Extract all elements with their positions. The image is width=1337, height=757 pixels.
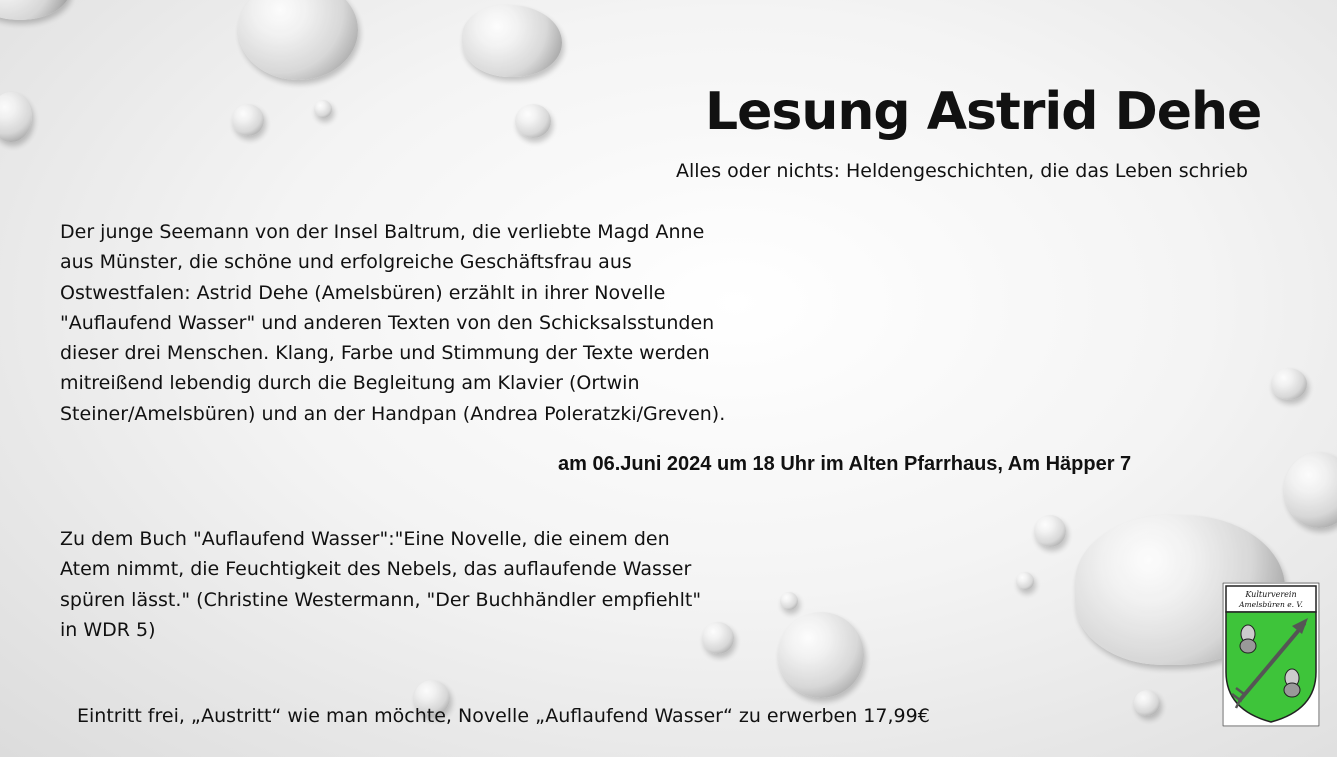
drop bbox=[232, 104, 264, 136]
coat-of-arms-icon bbox=[1222, 582, 1320, 727]
drop bbox=[0, 0, 70, 20]
drop bbox=[0, 92, 32, 142]
drop bbox=[1284, 452, 1337, 528]
drop bbox=[778, 612, 864, 698]
event-title: Lesung Astrid Dehe bbox=[705, 82, 1262, 142]
drop bbox=[780, 592, 798, 610]
drop bbox=[1271, 368, 1307, 400]
description-paragraph: Der junge Seemann von der Insel Baltrum, die verliebte Magd Anne aus Münster, die schöne und erfolgreiche Geschäftsfrau aus Ostwestfalen: Astrid Dehe (Amelsbüren) erzählt in ihrer Novelle "Auflaufend Wasser" und anderen Texten von den Schicksalsstunden dieser drei Menschen. Klang, Farbe und Stimmung der Texte werden mitreißend lebendig durch die Begleitung am Klavier (Ortwin Steiner/Amelsbüren) und an der Handpan (Andrea Poleratzki/Greven). bbox=[60, 221, 726, 425]
drop bbox=[1134, 690, 1160, 716]
book-quote: Zu dem Buch "Auflaufend Wasser":"Eine Novelle, die einem den Atem nimmt, die Feuchtigkeit des Nebels, das auflaufende Wasser spüren lässt." (Christine Westermann, "Der Buchhändler empfiehlt" in WDR 5) bbox=[60, 528, 702, 641]
event-subtitle: Alles oder nichts: Heldengeschichten, die das Leben schrieb bbox=[676, 160, 1248, 182]
entry-info: Eintritt frei, „Austritt“ wie man möchte, Novelle „Auflaufend Wasser“ zu erwerben 17,99€ bbox=[77, 705, 930, 727]
drop bbox=[314, 100, 332, 118]
logo-line1: Kulturverein bbox=[1245, 590, 1297, 599]
drop bbox=[1016, 572, 1034, 590]
logo-line2: Amelsbüren e. V. bbox=[1239, 600, 1303, 609]
drop bbox=[515, 104, 551, 138]
drop bbox=[238, 0, 358, 80]
event-date-location: am 06.Juni 2024 um 18 Uhr im Alten Pfarrhaus, Am Häpper 7 bbox=[558, 453, 1132, 475]
kulturverein-logo bbox=[1222, 582, 1320, 727]
drop bbox=[462, 5, 562, 77]
drop bbox=[1034, 515, 1066, 547]
